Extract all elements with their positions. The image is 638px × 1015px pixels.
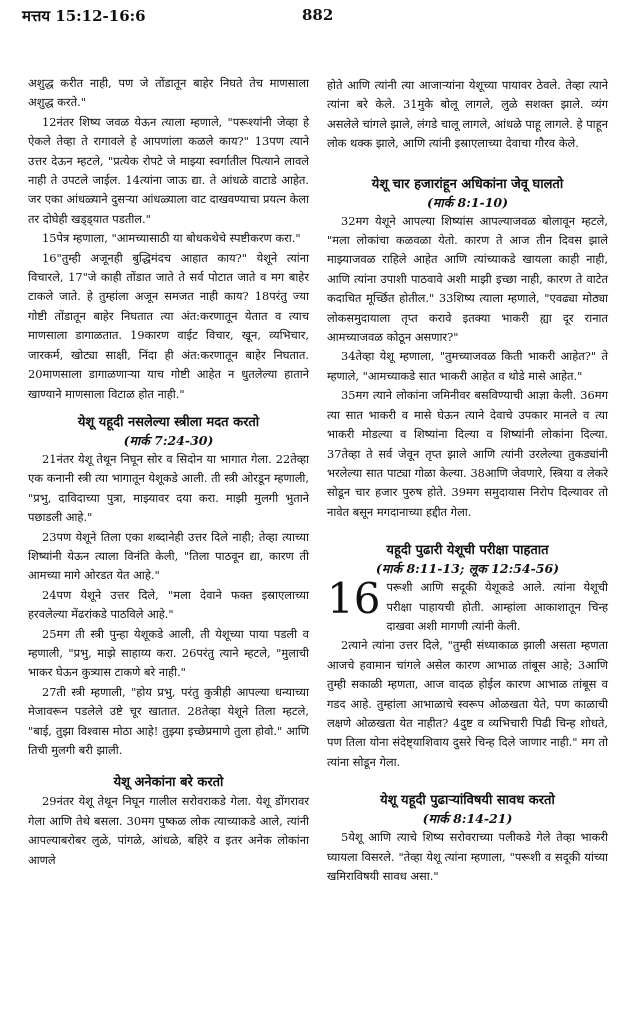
- paragraph: 24पण येशूने उत्तर दिले, "मला देवाने फक्त इस्राएलाच्या हरवलेल्या मेंढरांकडे पाठविले आहे.": [28, 587, 309, 622]
- paragraph: 29नंतर येशू तेथून निघून गालील सरोवराकडे गेला. येशू डोंगरावर गेला आणि तेथे बसला. 30मग पुष्कळ लोक त्याच्याकडे आले, त्यांनी आपल्याबरोबर लुळे, पांगळे, आंधळे, बहिरे व इतर अनेक लोकांना आणले: [28, 794, 309, 867]
- section-reference: (मार्क 8:11-13; लूक 12:54-56): [375, 561, 560, 577]
- paragraph: होते आणि त्यांनी त्या आजाऱ्यांना येशूच्या पायावर ठेवले. तेव्हा त्याने त्यांना बरे केले. 31मुके बोलू लागले, लुळे सशक्त झाले. व्यंग असलेले चांगले झाले, लंगडे चालू लागले, आंधळे पाहू लागले. हे पाहून लोक थक्क झाले, आणि त्यांनी इस्राएलाच्या देवाचा गौरव केले.: [327, 78, 608, 151]
- paragraph: 34तेव्हा येशू म्हणाला, "तुमच्याजवळ किती भाकरी आहेत?" ते म्हणाले, "आमच्याकडे सात भाकरी आहेत व थोडे मासे आहेत.": [327, 349, 608, 383]
- paragraph: 15पेत्र म्हणाला, "आमच्यासाठी या बोधकथेचे स्पष्टीकरण करा.": [42, 231, 301, 246]
- paragraph-text: परूशी आणि सदूकी येशूकडे आले. त्यांना येशूची परीक्षा पाहायची होती. आम्हांला आकाशातून चिन्ह दाखवा अशी मागणी त्यांनी केली.: [386, 580, 608, 633]
- section-heading: [28, 774, 309, 792]
- section-heading: [28, 414, 309, 450]
- section-heading: [327, 542, 608, 578]
- section-title: यहूदी पुढारी येशूची परीक्षा पाहतात: [386, 543, 549, 559]
- paragraph: 23पण येशूने तिला एका शब्दानेही उत्तर दिले नाही; तेव्हा त्याच्या शिष्यांनी येऊन त्याला विनंति केली, "तिला पाठवून द्या, कारण ती आमच्या मागे ओरडत येत आहे.": [28, 529, 309, 583]
- paragraph: 25मग ती स्त्री पुन्हा येशूकडे आली, ती येशूच्या पाया पडली व म्हणाली, "प्रभु, माझे साहाय्य करा. 26परंतु त्याने म्हटले, "मुलाची भाकर घेऊन कुत्र्यास टाकणे बरे नाही.": [28, 626, 309, 680]
- paragraph: 32मग येशूने आपल्या शिष्यांस आपल्याजवळ बोलावून म्हटले, "मला लोकांचा कळवळा येतो. कारण ते आज तीन दिवस झाले माझ्याजवळ राहिले आहेत आणि त्यांच्याकडे खायला काही नाही, आणि त्यांना उपाशी पाठवावे अशी माझी इच्छा नाही, कारण ते वाटेत कदाचित मूर्च्छित होतील." 33शिष्य त्याला म्हणाले, "एवढ्या मोठ्या लोकसमुदायाला तृप्त करावे इतक्या भाकरी ह्या दूर रानात आमच्याजवळ कोठून असणार?": [327, 213, 608, 345]
- header-reference: मत्तय 15:12-16:6: [22, 7, 146, 25]
- page-number: 882: [302, 6, 334, 24]
- paragraph: 12नंतर शिष्य जवळ येऊन त्याला म्हणाले, "परूश्यांनी जेव्हा हे ऐकले तेव्हा ते रागावले हे आपणांला कळले काय?" 13पण त्याने उत्तर देऊन म्हटले, "प्रत्येक रोपटे जे माझ्या स्वर्गातील पित्याने लावले नाही ते उपटले जाईल. 14त्यांना जाऊ द्या. ते आंधळे वाटाडे आहेत. जर एका आंधळ्याने दुसऱ्या आंधळ्याला वाट दाखवण्याचा प्रयत्न केला तर दोघेही खड्ड्यात पडतील.": [28, 114, 309, 226]
- paragraph: 2त्याने त्यांना उत्तर दिले, "तुम्ही संध्याकाळ झाली असता म्हणता आजचे हवामान चांगले असेल कारण आभाळ तांबूस आहे; 3आणि तुम्ही सकाळी म्हणता, आज वादळ होईल कारण आभाळ तांबूस व गडद आहे. तुम्हांला आभाळाचे स्वरूप ओळखता येते, पण काळाची लक्षणे ओळखता येत नाहीत? 4दुष्ट व व्यभिचारी पिढी चिन्ह शोधते, पण तिला योना संदेष्ट्याशिवाय दुसरे चिन्ह दिले जाणार नाही." मग तो त्यांना सोडून गेला.: [327, 638, 608, 769]
- section-reference: (मार्क 7:24-30): [123, 432, 214, 448]
- paragraph: 27ती स्त्री म्हणाली, "होय प्रभु, परंतु कुत्रीही आपल्या धन्याच्या मेजावरून पडलेले उष्टे चूर खातात. 28तेव्हा येशूने तिला म्हटले, "बाई, तुझा विश्वास मोठा आहे! तुझ्या इच्छेप्रमाणे तुला होवो." आणि तिची मुलगी बरी झाली.: [28, 684, 309, 757]
- paragraph: 21नंतर येशू तेथून निघून सोर व सिदोन या भागात गेला. 22तेव्हा एक कनानी स्त्री त्या भागातून येशूकडे आली. ती स्त्री ओरडून म्हणाली, "प्रभु, दाविदाच्या पुत्रा, माझ्यावर दया करा. माझी मुलगी भुताने पछाडली आहे.": [28, 451, 309, 525]
- page-header: [22, 6, 616, 28]
- section-title: येशू यहूदी पुढाऱ्यांविषयी सावध करतो: [380, 793, 555, 809]
- chapter-paragraph: [327, 574, 608, 636]
- section-heading: [327, 176, 608, 212]
- paragraph: 16"तुम्ही अजूनही बुद्धिमंदच आहात काय?" येशूने त्यांना विचारले, 17"जे काही तोंडात जाते ते सर्व पोटात जाते व मग बाहेर टाकले जाते. हे तुम्हांला अजून समजत नाही काय? 18परंतु ज्या गोष्टी तोंडातून बाहेर निघतात त्या अंत:करणातून येतात व त्याच माणसाला डागाळतात. 19कारण वाईट विचार, खून, व्यभिचार, जारकर्म, खोट्या साक्षी, निंदा ही अंत:करणातून बाहेर निघतात. 20माणसाला डागाळणाऱ्या याच गोष्टी आहेत न धुतलेल्या हाताने खाण्याने माणसाला विटाळ होत नाही.": [28, 250, 309, 401]
- section-title: येशू चार हजारांहून अधिकांना जेवू घालतो: [371, 176, 564, 192]
- paragraph: 5येशू आणि त्याचे शिष्य सरोवराच्या पलीकडे गेले तेव्हा भाकरी घ्यायला विसरले. "तेव्हा येशू त्यांना म्हणाला, "परूशी व सदूकी यांच्या खमिराविषयी सावध असा.": [327, 830, 608, 883]
- paragraph: 35मग त्याने लोकांना जमिनीवर बसविण्याची आज्ञा केली. 36मग त्या सात भाकरी व मासे घेऊन त्याने देवाचे उपकार मानले व त्या भाकरी मोडल्या व शिष्यांना दिल्या व शिष्यांनी लोकांना दिल्या. 37तेव्हा ते सर्व जेवून तृप्त झाले आणि त्यांनी उरलेल्या तुकड्यांनी भरलेल्या सात पाट्या गोळा केल्या. 38आणि जेवणारे, स्त्रिया व लेकरे सोडून चार हजार पुरुष होते. 39मग समुदायास निरोप दिल्यावर तो नावेत बसून मगदानाच्या हद्दीत गेला.: [327, 388, 608, 519]
- section-heading: [327, 792, 608, 828]
- section-title: येशू अनेकांना बरे करतो: [113, 775, 224, 791]
- section-reference: (मार्क 8:1-10): [426, 194, 509, 210]
- section-title: येशू यहूदी नसलेल्या स्त्रीला मदत करतो: [77, 414, 260, 430]
- left-column: [28, 74, 309, 870]
- right-column: [327, 76, 608, 886]
- paragraph: अशुद्ध करीत नाही, पण जे तोंडातून बाहेर निघते तेच माणसाला अशुद्ध करते.": [28, 76, 309, 110]
- chapter-number: 16: [327, 574, 381, 624]
- section-reference: (मार्क 8:14-21): [422, 811, 513, 827]
